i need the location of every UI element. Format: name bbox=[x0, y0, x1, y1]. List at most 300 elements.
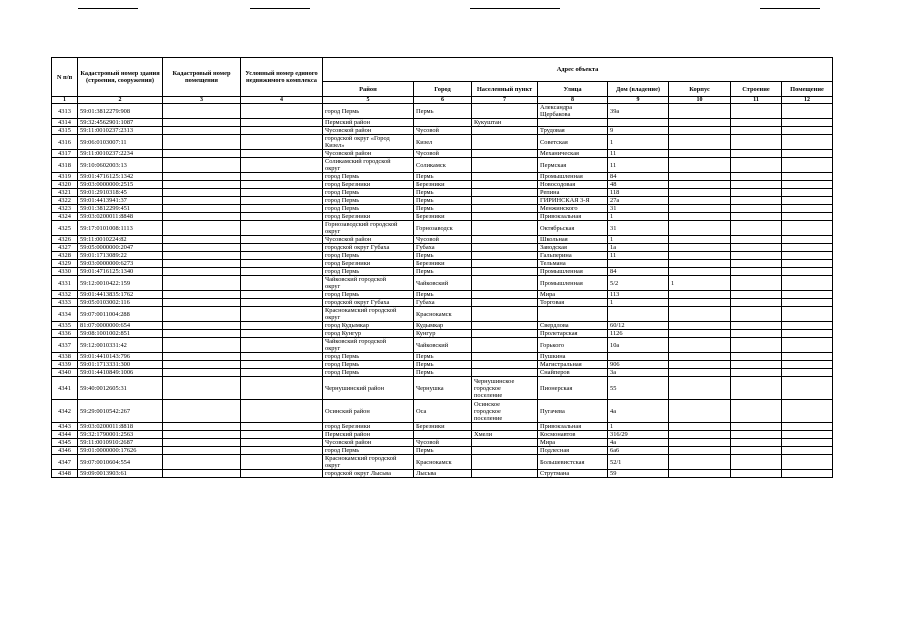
street-cell: Струтмана bbox=[538, 470, 608, 478]
table-row bbox=[52, 236, 833, 244]
stroenie-cell bbox=[731, 361, 782, 369]
stroenie-cell bbox=[731, 470, 782, 478]
row-number-cell: 4321 bbox=[52, 189, 78, 197]
city-cell: Чусовой bbox=[414, 127, 472, 135]
stroenie-cell bbox=[731, 353, 782, 361]
settlement-cell bbox=[472, 322, 538, 330]
settlement-cell bbox=[472, 455, 538, 470]
korpus-cell bbox=[669, 299, 731, 307]
room-cell bbox=[782, 361, 833, 369]
row-number-cell: 4322 bbox=[52, 197, 78, 205]
street-cell: Подлесная bbox=[538, 447, 608, 455]
korpus-cell bbox=[669, 181, 731, 189]
settlement-cell bbox=[472, 307, 538, 322]
room-cadastral-cell bbox=[163, 252, 241, 260]
korpus-cell: 1 bbox=[669, 276, 731, 291]
city-cell: Пермь bbox=[414, 447, 472, 455]
table-row bbox=[52, 369, 833, 377]
conditional-number-cell bbox=[241, 330, 323, 338]
room-cell bbox=[782, 252, 833, 260]
street-cell: Школьная bbox=[538, 236, 608, 244]
conditional-number-cell bbox=[241, 189, 323, 197]
stroenie-cell bbox=[731, 307, 782, 322]
house-cell: 48 bbox=[608, 181, 669, 189]
room-cell bbox=[782, 119, 833, 127]
col-number: 7 bbox=[472, 97, 538, 104]
room-cadastral-cell bbox=[163, 127, 241, 135]
row-number-cell: 4320 bbox=[52, 181, 78, 189]
stroenie-cell bbox=[731, 322, 782, 330]
street-cell: Гальперина bbox=[538, 252, 608, 260]
cadastral-number-cell: 59:32:1790001:2563 bbox=[78, 431, 163, 439]
street-cell: Заводская bbox=[538, 244, 608, 252]
room-cell bbox=[782, 431, 833, 439]
cadastral-number-cell: 59:01:0000000:17626 bbox=[78, 447, 163, 455]
settlement-cell bbox=[472, 173, 538, 181]
room-cadastral-cell bbox=[163, 369, 241, 377]
city-cell: Кудымкар bbox=[414, 322, 472, 330]
street-cell: Мира bbox=[538, 439, 608, 447]
stroenie-cell bbox=[731, 369, 782, 377]
room-cadastral-cell bbox=[163, 205, 241, 213]
cadastral-number-cell: 59:03:0200011:8818 bbox=[78, 423, 163, 431]
room-cadastral-cell bbox=[163, 330, 241, 338]
house-cell: 906 bbox=[608, 361, 669, 369]
street-cell: Промышленная bbox=[538, 173, 608, 181]
cadastral-number-cell: 59:01:4410143:796 bbox=[78, 353, 163, 361]
conditional-number-cell bbox=[241, 221, 323, 236]
cadastral-number-cell: 59:01:3812279:908 bbox=[78, 104, 163, 119]
korpus-cell bbox=[669, 447, 731, 455]
row-number-cell: 4314 bbox=[52, 119, 78, 127]
house-cell: 11 bbox=[608, 150, 669, 158]
district-cell: город Пермь bbox=[323, 252, 414, 260]
table-row bbox=[52, 330, 833, 338]
house-cell: 11 bbox=[608, 252, 669, 260]
district-cell: город Пермь bbox=[323, 197, 414, 205]
col-number: 3 bbox=[163, 97, 241, 104]
conditional-number-cell bbox=[241, 423, 323, 431]
room-cadastral-cell bbox=[163, 400, 241, 423]
room-cell bbox=[782, 423, 833, 431]
table-row bbox=[52, 252, 833, 260]
settlement-cell bbox=[472, 158, 538, 173]
room-cadastral-cell bbox=[163, 189, 241, 197]
settlement-cell bbox=[472, 252, 538, 260]
table-row bbox=[52, 119, 833, 127]
house-cell: 31 bbox=[608, 205, 669, 213]
city-cell: Краснокамск bbox=[414, 455, 472, 470]
korpus-cell bbox=[669, 353, 731, 361]
room-cell bbox=[782, 197, 833, 205]
korpus-cell bbox=[669, 150, 731, 158]
street-cell: Промышленная bbox=[538, 268, 608, 276]
row-number-cell: 4327 bbox=[52, 244, 78, 252]
street-cell: Менжинского bbox=[538, 205, 608, 213]
row-number-cell: 4346 bbox=[52, 447, 78, 455]
room-cadastral-cell bbox=[163, 447, 241, 455]
row-number-cell: 4324 bbox=[52, 213, 78, 221]
row-number-cell: 4323 bbox=[52, 205, 78, 213]
room-cell bbox=[782, 260, 833, 268]
korpus-cell bbox=[669, 205, 731, 213]
street-cell bbox=[538, 307, 608, 322]
house-cell: 11 bbox=[608, 158, 669, 173]
house-cell: 3а bbox=[608, 369, 669, 377]
col-number: 10 bbox=[669, 97, 731, 104]
room-cadastral-cell bbox=[163, 244, 241, 252]
settlement-cell bbox=[472, 361, 538, 369]
district-cell: город Пермь bbox=[323, 447, 414, 455]
col-number: 1 bbox=[52, 97, 78, 104]
cadastral-number-cell: 59:03:0000000:6273 bbox=[78, 260, 163, 268]
district-cell: город Кунгур bbox=[323, 330, 414, 338]
column-numbers-row bbox=[52, 97, 833, 104]
korpus-cell bbox=[669, 104, 731, 119]
table-row bbox=[52, 307, 833, 322]
stroenie-cell bbox=[731, 276, 782, 291]
row-number-cell: 4347 bbox=[52, 455, 78, 470]
house-cell: 1 bbox=[608, 299, 669, 307]
table-row bbox=[52, 377, 833, 400]
settlement-cell bbox=[472, 470, 538, 478]
settlement-cell bbox=[472, 244, 538, 252]
settlement-cell bbox=[472, 330, 538, 338]
stroenie-cell bbox=[731, 189, 782, 197]
city-cell: Кунгур bbox=[414, 330, 472, 338]
col-number: 4 bbox=[241, 97, 323, 104]
korpus-cell bbox=[669, 291, 731, 299]
stroenie-cell bbox=[731, 158, 782, 173]
conditional-number-cell bbox=[241, 127, 323, 135]
room-cell bbox=[782, 307, 833, 322]
row-number-cell: 4318 bbox=[52, 158, 78, 173]
header-street: Улица bbox=[538, 82, 608, 97]
house-cell: 39а bbox=[608, 104, 669, 119]
district-cell: город Березники bbox=[323, 423, 414, 431]
stroenie-cell bbox=[731, 291, 782, 299]
korpus-cell bbox=[669, 431, 731, 439]
stroenie-cell bbox=[731, 197, 782, 205]
city-cell: Чайковский bbox=[414, 276, 472, 291]
korpus-cell bbox=[669, 400, 731, 423]
row-number-cell: 4328 bbox=[52, 252, 78, 260]
city-cell: Чусовой bbox=[414, 236, 472, 244]
room-cell bbox=[782, 173, 833, 181]
room-cell bbox=[782, 150, 833, 158]
stroenie-cell bbox=[731, 268, 782, 276]
room-cell bbox=[782, 353, 833, 361]
room-cell bbox=[782, 439, 833, 447]
street-cell: Привокзальная bbox=[538, 213, 608, 221]
conditional-number-cell bbox=[241, 291, 323, 299]
row-number-cell: 4341 bbox=[52, 377, 78, 400]
cadastral-number-cell: 59:01:1713331:300 bbox=[78, 361, 163, 369]
district-cell: город Пермь bbox=[323, 361, 414, 369]
row-number-cell: 4342 bbox=[52, 400, 78, 423]
room-cadastral-cell bbox=[163, 338, 241, 353]
header-district: Район bbox=[323, 82, 414, 97]
district-cell: город Березники bbox=[323, 260, 414, 268]
stroenie-cell bbox=[731, 221, 782, 236]
street-cell: Трудовая bbox=[538, 127, 608, 135]
stroenie-cell bbox=[731, 127, 782, 135]
district-cell: Соликамский городской округ bbox=[323, 158, 414, 173]
street-cell: Тельмана bbox=[538, 260, 608, 268]
row-number-cell: 4348 bbox=[52, 470, 78, 478]
room-cadastral-cell bbox=[163, 104, 241, 119]
table-row bbox=[52, 400, 833, 423]
cadastral-number-cell: 59:07:0010604:554 bbox=[78, 455, 163, 470]
cadastral-number-cell: 59:05:0000000:2047 bbox=[78, 244, 163, 252]
korpus-cell bbox=[669, 439, 731, 447]
room-cell bbox=[782, 268, 833, 276]
room-cell bbox=[782, 221, 833, 236]
cadastral-number-cell: 59:12:0010422:159 bbox=[78, 276, 163, 291]
street-cell: ГИРИНСКАЯ 3-Я bbox=[538, 197, 608, 205]
stroenie-cell bbox=[731, 330, 782, 338]
row-number-cell: 4335 bbox=[52, 322, 78, 330]
street-cell: Снайперов bbox=[538, 369, 608, 377]
room-cadastral-cell bbox=[163, 158, 241, 173]
settlement-cell bbox=[472, 205, 538, 213]
house-cell: 84 bbox=[608, 173, 669, 181]
row-number-cell: 4343 bbox=[52, 423, 78, 431]
city-cell: Губаха bbox=[414, 299, 472, 307]
street-cell: Пушкина bbox=[538, 353, 608, 361]
street-cell: Александра Щербакова bbox=[538, 104, 608, 119]
house-cell: 1 bbox=[608, 236, 669, 244]
cadastral-number-cell: 59:01:4413835:1762 bbox=[78, 291, 163, 299]
city-cell bbox=[414, 431, 472, 439]
house-cell: 1 bbox=[608, 423, 669, 431]
korpus-cell bbox=[669, 322, 731, 330]
room-cell bbox=[782, 338, 833, 353]
stroenie-cell bbox=[731, 439, 782, 447]
cadastral-number-cell: 59:11:0010237:2313 bbox=[78, 127, 163, 135]
korpus-cell bbox=[669, 252, 731, 260]
korpus-cell bbox=[669, 197, 731, 205]
header-city: Город bbox=[414, 82, 472, 97]
cadastral-number-cell: 59:01:2910318:45 bbox=[78, 189, 163, 197]
korpus-cell bbox=[669, 135, 731, 150]
table-row bbox=[52, 291, 833, 299]
street-cell: Репина bbox=[538, 189, 608, 197]
district-cell: Чусовской район bbox=[323, 236, 414, 244]
korpus-cell bbox=[669, 189, 731, 197]
stroenie-cell bbox=[731, 377, 782, 400]
house-cell: 10а bbox=[608, 338, 669, 353]
city-cell: Пермь bbox=[414, 252, 472, 260]
house-cell: 5/2 bbox=[608, 276, 669, 291]
header-num: N п/п bbox=[52, 58, 78, 97]
city-cell: Кизел bbox=[414, 135, 472, 150]
table-row bbox=[52, 213, 833, 221]
room-cadastral-cell bbox=[163, 299, 241, 307]
settlement-cell bbox=[472, 369, 538, 377]
settlement-cell bbox=[472, 104, 538, 119]
street-cell: Промышленная bbox=[538, 276, 608, 291]
room-cell bbox=[782, 322, 833, 330]
row-number-cell: 4330 bbox=[52, 268, 78, 276]
conditional-number-cell bbox=[241, 268, 323, 276]
city-cell: Пермь bbox=[414, 353, 472, 361]
registry-table bbox=[51, 57, 833, 478]
korpus-cell bbox=[669, 338, 731, 353]
settlement-cell bbox=[472, 276, 538, 291]
room-cell bbox=[782, 158, 833, 173]
cadastral-number-cell: 59:01:3812299:451 bbox=[78, 205, 163, 213]
house-cell: 6а6 bbox=[608, 447, 669, 455]
room-cell bbox=[782, 127, 833, 135]
settlement-cell bbox=[472, 127, 538, 135]
settlement-cell bbox=[472, 135, 538, 150]
row-number-cell: 4337 bbox=[52, 338, 78, 353]
cadastral-number-cell: 59:12:0010331:42 bbox=[78, 338, 163, 353]
korpus-cell bbox=[669, 213, 731, 221]
header-cad-room: Кадастровый номер помещения bbox=[163, 58, 241, 97]
city-cell: Оса bbox=[414, 400, 472, 423]
cadastral-number-cell: 59:10:0602003:13 bbox=[78, 158, 163, 173]
table-row bbox=[52, 197, 833, 205]
table-row bbox=[52, 135, 833, 150]
house-cell: 52/1 bbox=[608, 455, 669, 470]
district-cell: город Кудымкар bbox=[323, 322, 414, 330]
settlement-cell: Кукуштан bbox=[472, 119, 538, 127]
settlement-cell bbox=[472, 338, 538, 353]
district-cell: Чусовской район bbox=[323, 150, 414, 158]
cadastral-number-cell: 59:29:0010542:267 bbox=[78, 400, 163, 423]
stroenie-cell bbox=[731, 252, 782, 260]
korpus-cell bbox=[669, 260, 731, 268]
district-cell: Пермский район bbox=[323, 119, 414, 127]
conditional-number-cell bbox=[241, 431, 323, 439]
room-cadastral-cell bbox=[163, 470, 241, 478]
cadastral-number-cell: 59:01:4716125:1340 bbox=[78, 268, 163, 276]
settlement-cell bbox=[472, 260, 538, 268]
house-cell: 316/29 bbox=[608, 431, 669, 439]
conditional-number-cell bbox=[241, 400, 323, 423]
korpus-cell bbox=[669, 268, 731, 276]
district-cell: город Пермь bbox=[323, 268, 414, 276]
table-row bbox=[52, 353, 833, 361]
cadastral-number-cell: 59:09:0013903:61 bbox=[78, 470, 163, 478]
conditional-number-cell bbox=[241, 260, 323, 268]
street-cell: Большевистская bbox=[538, 455, 608, 470]
stroenie-cell bbox=[731, 431, 782, 439]
city-cell: Пермь bbox=[414, 268, 472, 276]
settlement-cell bbox=[472, 299, 538, 307]
top-rule-mid-left bbox=[250, 8, 310, 9]
table-row bbox=[52, 260, 833, 268]
city-cell: Пермь bbox=[414, 189, 472, 197]
table-row bbox=[52, 158, 833, 173]
conditional-number-cell bbox=[241, 369, 323, 377]
settlement-cell bbox=[472, 268, 538, 276]
cadastral-number-cell: 59:11:0010224:82 bbox=[78, 236, 163, 244]
row-number-cell: 4319 bbox=[52, 173, 78, 181]
stroenie-cell bbox=[731, 423, 782, 431]
district-cell: городской округ «Город Кизел» bbox=[323, 135, 414, 150]
stroenie-cell bbox=[731, 104, 782, 119]
room-cell bbox=[782, 181, 833, 189]
korpus-cell bbox=[669, 423, 731, 431]
house-cell bbox=[608, 260, 669, 268]
table-row bbox=[52, 244, 833, 252]
city-cell: Березники bbox=[414, 213, 472, 221]
room-cadastral-cell bbox=[163, 221, 241, 236]
stroenie-cell bbox=[731, 447, 782, 455]
city-cell: Пермь bbox=[414, 291, 472, 299]
row-number-cell: 4329 bbox=[52, 260, 78, 268]
settlement-cell bbox=[472, 197, 538, 205]
table-row bbox=[52, 423, 833, 431]
city-cell bbox=[414, 119, 472, 127]
korpus-cell bbox=[669, 307, 731, 322]
cadastral-number-cell: 59:01:4410849:1006 bbox=[78, 369, 163, 377]
room-cadastral-cell bbox=[163, 213, 241, 221]
table-row bbox=[52, 439, 833, 447]
stroenie-cell bbox=[731, 205, 782, 213]
col-number: 12 bbox=[782, 97, 833, 104]
table-row bbox=[52, 299, 833, 307]
table-row bbox=[52, 338, 833, 353]
district-cell: Горнозаводский городской округ bbox=[323, 221, 414, 236]
cadastral-number-cell: 59:17:0101008:1113 bbox=[78, 221, 163, 236]
korpus-cell bbox=[669, 244, 731, 252]
district-cell: город Березники bbox=[323, 181, 414, 189]
street-cell: Пионерская bbox=[538, 377, 608, 400]
city-cell: Березники bbox=[414, 260, 472, 268]
table-row bbox=[52, 431, 833, 439]
cadastral-number-cell: 59:11:0010910:2687 bbox=[78, 439, 163, 447]
street-cell: Свердлова bbox=[538, 322, 608, 330]
house-cell: 113 bbox=[608, 291, 669, 299]
korpus-cell bbox=[669, 455, 731, 470]
room-cadastral-cell bbox=[163, 173, 241, 181]
stroenie-cell bbox=[731, 236, 782, 244]
conditional-number-cell bbox=[241, 307, 323, 322]
district-cell: Краснокамский городской округ bbox=[323, 455, 414, 470]
conditional-number-cell bbox=[241, 447, 323, 455]
settlement-cell bbox=[472, 213, 538, 221]
korpus-cell bbox=[669, 158, 731, 173]
house-cell: 4а bbox=[608, 439, 669, 447]
room-cadastral-cell bbox=[163, 268, 241, 276]
stroenie-cell bbox=[731, 299, 782, 307]
settlement-cell: Осинское городское поселение bbox=[472, 400, 538, 423]
table-row bbox=[52, 189, 833, 197]
conditional-number-cell bbox=[241, 173, 323, 181]
room-cadastral-cell bbox=[163, 236, 241, 244]
table-row bbox=[52, 221, 833, 236]
korpus-cell bbox=[669, 119, 731, 127]
house-cell bbox=[608, 119, 669, 127]
conditional-number-cell bbox=[241, 197, 323, 205]
house-cell: 59 bbox=[608, 470, 669, 478]
settlement-cell: Чернушинское городское поселение bbox=[472, 377, 538, 400]
conditional-number-cell bbox=[241, 299, 323, 307]
room-cell bbox=[782, 377, 833, 400]
settlement-cell bbox=[472, 447, 538, 455]
cadastral-number-cell: 59:01:1713089:22 bbox=[78, 252, 163, 260]
city-cell: Чернушка bbox=[414, 377, 472, 400]
conditional-number-cell bbox=[241, 470, 323, 478]
korpus-cell bbox=[669, 173, 731, 181]
city-cell: Краснокамск bbox=[414, 307, 472, 322]
room-cadastral-cell bbox=[163, 307, 241, 322]
cadastral-number-cell: 59:03:0000000:2515 bbox=[78, 181, 163, 189]
